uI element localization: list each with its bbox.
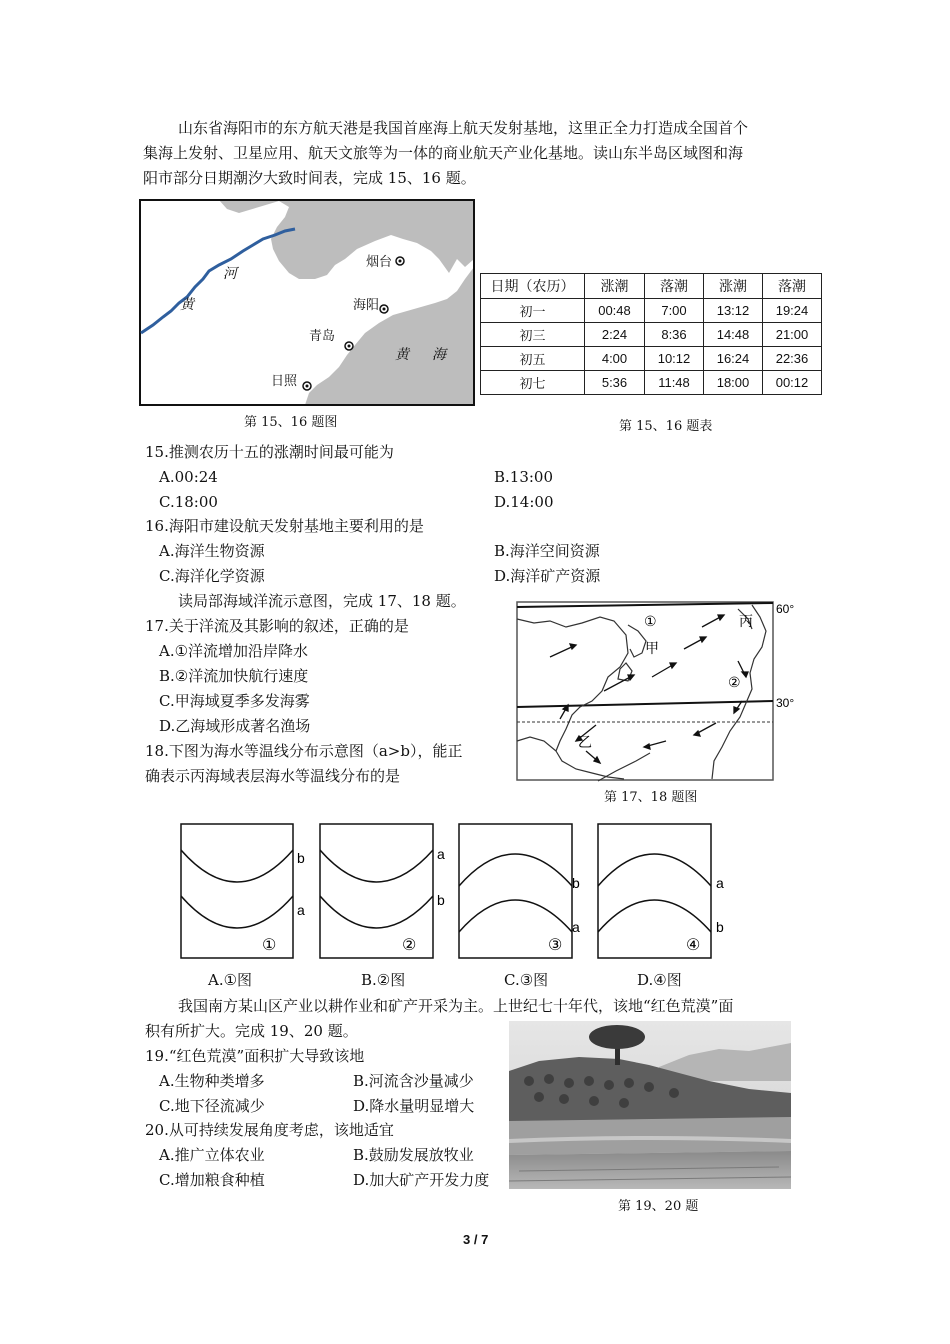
isotherm-panel-3 [459, 824, 580, 958]
isotherm-panels [178, 822, 738, 962]
q18-option-a: A.①图 [208, 971, 253, 989]
q18-stem-1: 18.下图为海水等温线分布示意图（a>b），能正 [145, 742, 463, 760]
label-rizhao: 日照 [271, 373, 298, 388]
panel-4-bottom-label: b [716, 919, 724, 935]
q17-option-d: D.乙海域形成著名渔场 [159, 717, 311, 735]
q19-option-d: D.降水量明显增大 [353, 1097, 475, 1115]
table-row: 初三 2:24 8:36 14:48 21:00 [481, 323, 822, 347]
label-current-2: ② [728, 674, 741, 690]
intro-3-line-2: 积有所扩大。完成 19、20 题。 [145, 1022, 358, 1040]
label-yellow-river-1: 黄 [180, 298, 194, 313]
isotherm-panel-4 [598, 824, 724, 958]
panel-2-bottom-label: b [437, 892, 445, 908]
label-jia: 甲 [645, 640, 659, 656]
label-yellow-sea-2: 海 [432, 348, 446, 363]
q20-option-c: C.增加粮食种植 [159, 1171, 265, 1189]
intro-3-line-1: 我国南方某山区产业以耕作业和矿产开采为主。上世纪七十年代，该地“红色荒漠”面 [178, 997, 734, 1015]
q18-option-b: B.②图 [361, 971, 406, 989]
q16-option-c: C.海洋化学资源 [159, 567, 265, 585]
label-current-1: ① [644, 613, 657, 629]
q19-option-c: C.地下径流减少 [159, 1097, 265, 1115]
table-header: 日期（农历） [481, 274, 585, 299]
map1-caption: 第 15、16 题图 [244, 415, 338, 430]
q17-option-a: A.①洋流增加沿岸降水 [159, 642, 309, 660]
q17-option-b: B.②洋流加快航行速度 [159, 667, 309, 685]
q18-option-d: D.④图 [637, 971, 682, 989]
table-header: 涨潮 [585, 274, 645, 299]
panel-2-number: ② [402, 937, 417, 954]
shandong-map [139, 199, 475, 406]
label-lat-30: 30° [776, 696, 795, 710]
intro-line-2: 集海上发射、卫星应用、航天文旅等为一体的商业航天产业化基地。读山东半岛区域图和海 [143, 144, 744, 162]
q20-option-a: A.推广立体农业 [159, 1146, 265, 1164]
q19-option-a: A.生物种类增多 [159, 1072, 265, 1090]
q17-option-c: C.甲海域夏季多发海雾 [159, 692, 310, 710]
q20-option-d: D.加大矿产开发力度 [353, 1171, 490, 1189]
table-header: 涨潮 [704, 274, 763, 299]
page-number: 3 / 7 [463, 1232, 489, 1247]
label-yi: 乙 [578, 734, 592, 750]
table-header: 落潮 [645, 274, 704, 299]
q15-option-a: A.00:24 [159, 468, 218, 486]
q16-option-d: D.海洋矿产资源 [494, 567, 601, 585]
panel-1-bottom-label: a [297, 902, 305, 918]
q19-option-b: B.河流含沙量减少 [353, 1072, 474, 1090]
panel-3-number: ③ [548, 937, 563, 954]
q16-option-b: B.海洋空间资源 [494, 542, 600, 560]
panel-2-top-label: a [437, 846, 445, 862]
label-qingdao: 青岛 [309, 328, 336, 343]
photo-caption: 第 19、20 题 [618, 1199, 699, 1214]
q16-option-a: A.海洋生物资源 [159, 542, 265, 560]
ocean-current-map [516, 601, 806, 783]
isotherm-panel-1 [181, 824, 305, 958]
q15-option-d: D.14:00 [494, 493, 554, 511]
panel-3-top-label: b [572, 875, 580, 891]
landscape-photo [509, 1021, 791, 1189]
panel-4-number: ④ [686, 937, 701, 954]
q17-stem: 17.关于洋流及其影响的叙述，正确的是 [145, 617, 409, 635]
q18-stem-2: 确表示丙海域表层海水等温线分布的是 [145, 767, 401, 785]
panel-4-top-label: a [716, 875, 724, 891]
label-lat-60: 60° [776, 602, 795, 616]
label-bing: 丙 [739, 613, 753, 629]
tide-table [480, 273, 822, 395]
table-row: 初五 4:00 10:12 16:24 22:36 [481, 347, 822, 371]
intro-line-1: 山东省海阳市的东方航天港是我国首座海上航天发射基地，这里正全力打造成全国首个 [178, 119, 749, 137]
panel-1-number: ① [262, 937, 277, 954]
q15-option-b: B.13:00 [494, 468, 554, 486]
q18-option-c: C.③图 [504, 971, 549, 989]
q15-option-c: C.18:00 [159, 493, 218, 511]
table-header: 落潮 [763, 274, 822, 299]
q20-stem: 20.从可持续发展角度考虑，该地适宜 [145, 1121, 394, 1139]
intro-line-3: 阳市部分日期潮汐大致时间表，完成 15、16 题。 [143, 169, 476, 187]
panel-1-top-label: b [297, 850, 305, 866]
intro-2: 读局部海域洋流示意图，完成 17、18 题。 [178, 592, 466, 610]
isotherm-panel-2 [320, 824, 445, 958]
label-yellow-sea-1: 黄 [395, 348, 409, 363]
table-row: 初七 5:36 11:48 18:00 00:12 [481, 371, 822, 395]
table-row: 初一 00:48 7:00 13:12 19:24 [481, 299, 822, 323]
q15-stem: 15.推测农历十五的涨潮时间最可能为 [145, 443, 394, 461]
table-caption: 第 15、16 题表 [619, 419, 713, 434]
label-haiyang: 海阳 [353, 297, 380, 312]
q20-option-b: B.鼓励发展放牧业 [353, 1146, 474, 1164]
panel-3-bottom-label: a [572, 919, 580, 935]
label-yantai: 烟台 [366, 254, 393, 269]
map2-caption: 第 17、18 题图 [604, 790, 698, 805]
q19-stem: 19.“红色荒漠”面积扩大导致该地 [145, 1047, 365, 1065]
q16-stem: 16.海阳市建设航天发射基地主要利用的是 [145, 517, 424, 535]
label-yellow-river-2: 河 [223, 267, 237, 282]
